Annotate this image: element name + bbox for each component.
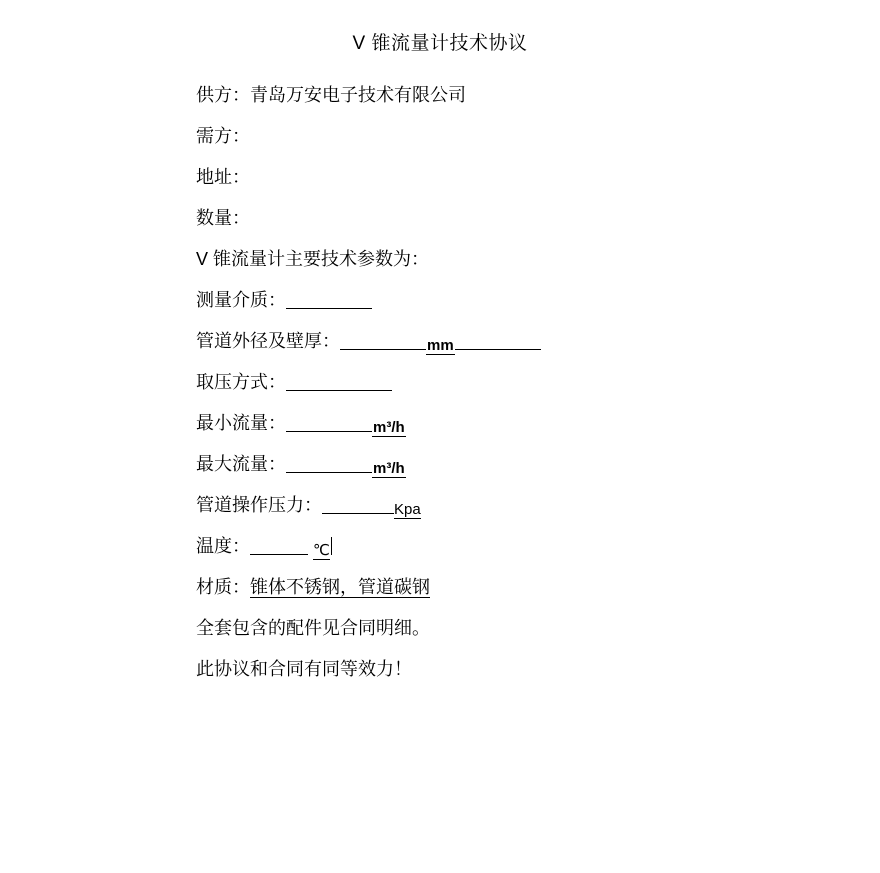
line-max-flow — [196, 444, 840, 485]
line-pressure-tapping — [196, 362, 840, 403]
page-title: V 锥流量计技术协议 — [352, 33, 528, 54]
pipe-diameter-thickness-label: 管道外径及壁厚： — [196, 331, 340, 351]
line-accessories — [196, 608, 840, 649]
buyer-label: 需方： — [196, 126, 250, 146]
line-pipe-diameter-thickness — [196, 321, 840, 362]
pipe-diameter-blank[interactable] — [340, 332, 426, 350]
temperature-label: 温度： — [196, 536, 250, 556]
max-flow-label: 最大流量： — [196, 454, 286, 474]
line-buyer — [196, 116, 840, 157]
document-body — [0, 75, 880, 690]
temperature-blank[interactable] — [250, 537, 308, 555]
line-medium — [196, 280, 840, 321]
operating-pressure-label: 管道操作压力： — [196, 495, 322, 515]
line-validity — [196, 649, 840, 690]
temperature-unit: ℃ — [313, 542, 330, 559]
validity-text: 此协议和合同有同等效力！ — [196, 659, 412, 679]
quantity-label: 数量： — [196, 208, 250, 228]
min-flow-label: 最小流量： — [196, 413, 286, 433]
line-supplier — [196, 75, 840, 116]
document-page — [0, 28, 880, 873]
material-value: 锥体不锈钢，管道碳钢 — [250, 577, 430, 597]
medium-label: 测量介质： — [196, 290, 286, 310]
pressure-tapping-label: 取压方式： — [196, 372, 286, 392]
max-flow-blank[interactable] — [286, 455, 372, 473]
accessories-text: 全套包含的配件见合同明细。 — [196, 618, 430, 638]
medium-blank[interactable] — [286, 291, 372, 309]
text-cursor — [331, 537, 332, 555]
line-address — [196, 157, 840, 198]
material-label: 材质： — [196, 577, 250, 597]
supplier-value: 青岛万安电子技术有限公司 — [250, 85, 466, 105]
line-material — [196, 567, 840, 608]
pipe-thickness-blank[interactable] — [455, 332, 541, 350]
address-label: 地址： — [196, 167, 250, 187]
line-temperature — [196, 526, 840, 567]
pipe-unit-mm: mm — [427, 337, 454, 354]
params-heading-label: V 锥流量计主要技术参数为： — [196, 249, 430, 269]
operating-pressure-blank[interactable] — [322, 496, 394, 514]
line-operating-pressure — [196, 485, 840, 526]
line-min-flow — [196, 403, 840, 444]
operating-pressure-unit: Kpa — [394, 501, 421, 518]
line-params-heading — [196, 239, 840, 280]
pressure-tapping-blank[interactable] — [286, 373, 392, 391]
line-quantity — [196, 198, 840, 239]
max-flow-unit: m³/h — [373, 460, 405, 477]
supplier-label: 供方： — [196, 85, 250, 105]
min-flow-blank[interactable] — [286, 414, 372, 432]
min-flow-unit: m³/h — [373, 419, 405, 436]
